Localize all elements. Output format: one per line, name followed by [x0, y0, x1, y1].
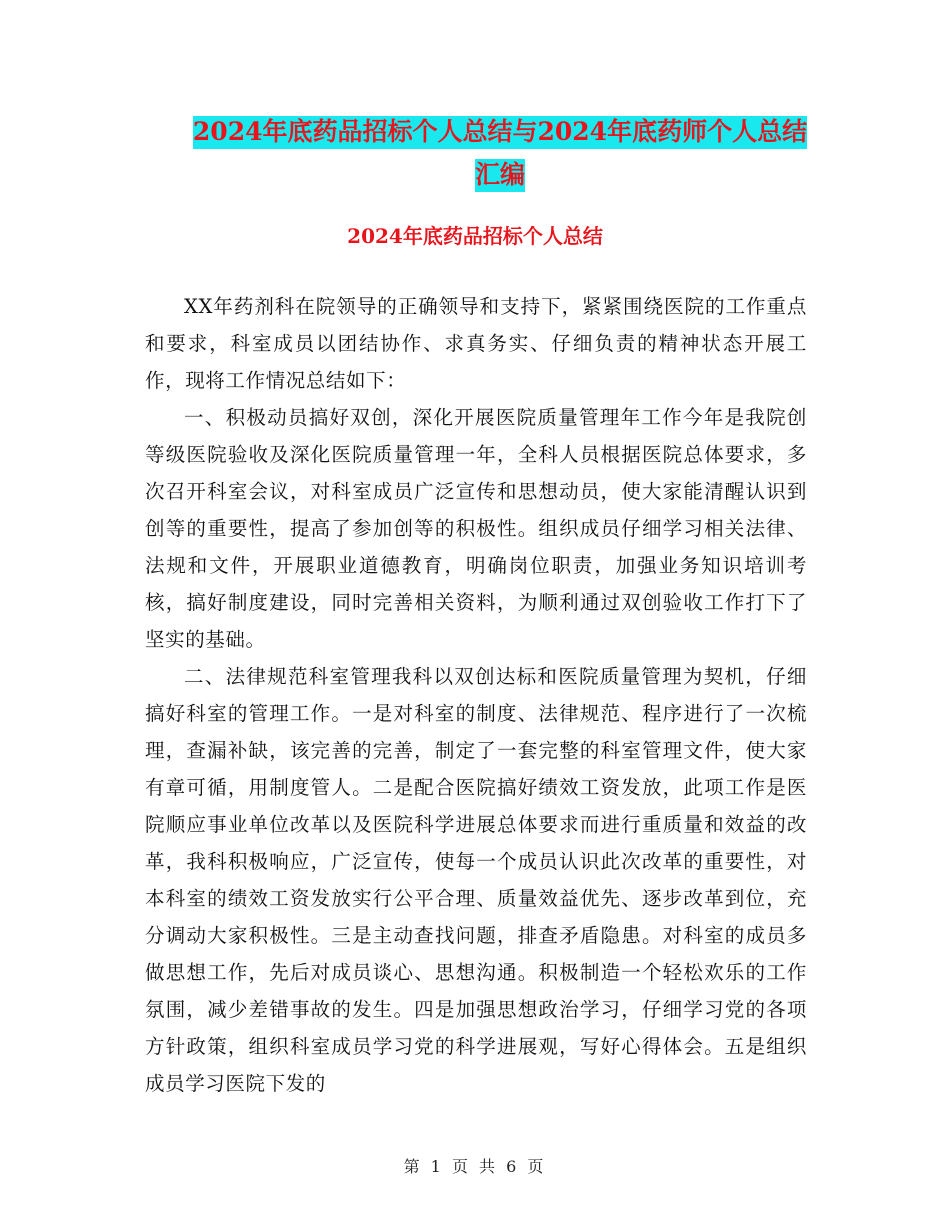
document-title-line-1: 2024年底药品招标个人总结与2024年底药师个人总结 — [193, 116, 807, 149]
document-title-line-2: 汇编 — [475, 159, 525, 192]
section-title: 2024年底药品招标个人总结 — [347, 224, 603, 248]
paragraph-section-1: 一、积极动员搞好双创，深化开展医院质量管理年工作今年是我院创等级医院验收及深化医院质量管理一年，全科人员根据医院总体要求，多次召开科室会议，对科室成员广泛宣传和思想动员，使大家能清醒认识到创等的重要性，提高了参加创等的积极性。组织成员仔细学习相关法律、法规和文件，开展职业道德教育，明确岗位职责，加强业务知识培训考核，搞好制度建设，同时完善相关资料，为顺利通过双创验收工作打下了坚实的基础。 — [145, 406, 807, 651]
page-footer: 第 1 页 共 6 页 — [403, 1157, 547, 1176]
paragraph-section-2: 二、法律规范科室管理我科以双创达标和医院质量管理为契机，仔细搞好科室的管理工作。一是对科室的制度、法律规范、程序进行了一次梳理，查漏补缺，该完善的完善，制定了一套完整的科室管理文件，使大家有章可循，用制度管人。二是配合医院搞好绩效工资发放，此项工作是医院顺应事业单位改革以及医院科学进展总体要求而进行重质量和效益的改革，我科积极响应，广泛宣传，使每一个成员认识此次改革的重要性，对本科室的绩效工资发放实行公平合理、质量效益优先、逐步改革到位，充分调动大家积极性。三是主动查找问题，排查矛盾隐患。对科室的成员多做思想工作，先后对成员谈心、思想沟通。积极制造一个轻松欢乐的工作氛围，减少差错事故的发生。四是加强思想政治学习，仔细学习党的各项方针政策，组织科室成员学习党的科学进展观，写好心得体会。五是组织成员学习医院下发的 — [145, 665, 807, 1095]
paragraph-intro: XX年药剂科在院领导的正确领导和支持下，紧紧围绕医院的工作重点和要求，科室成员以团结协作、求真务实、仔细负责的精神状态开展工作，现将工作情况总结如下： — [145, 295, 807, 392]
document-body — [145, 288, 807, 1102]
document-title — [120, 110, 880, 196]
